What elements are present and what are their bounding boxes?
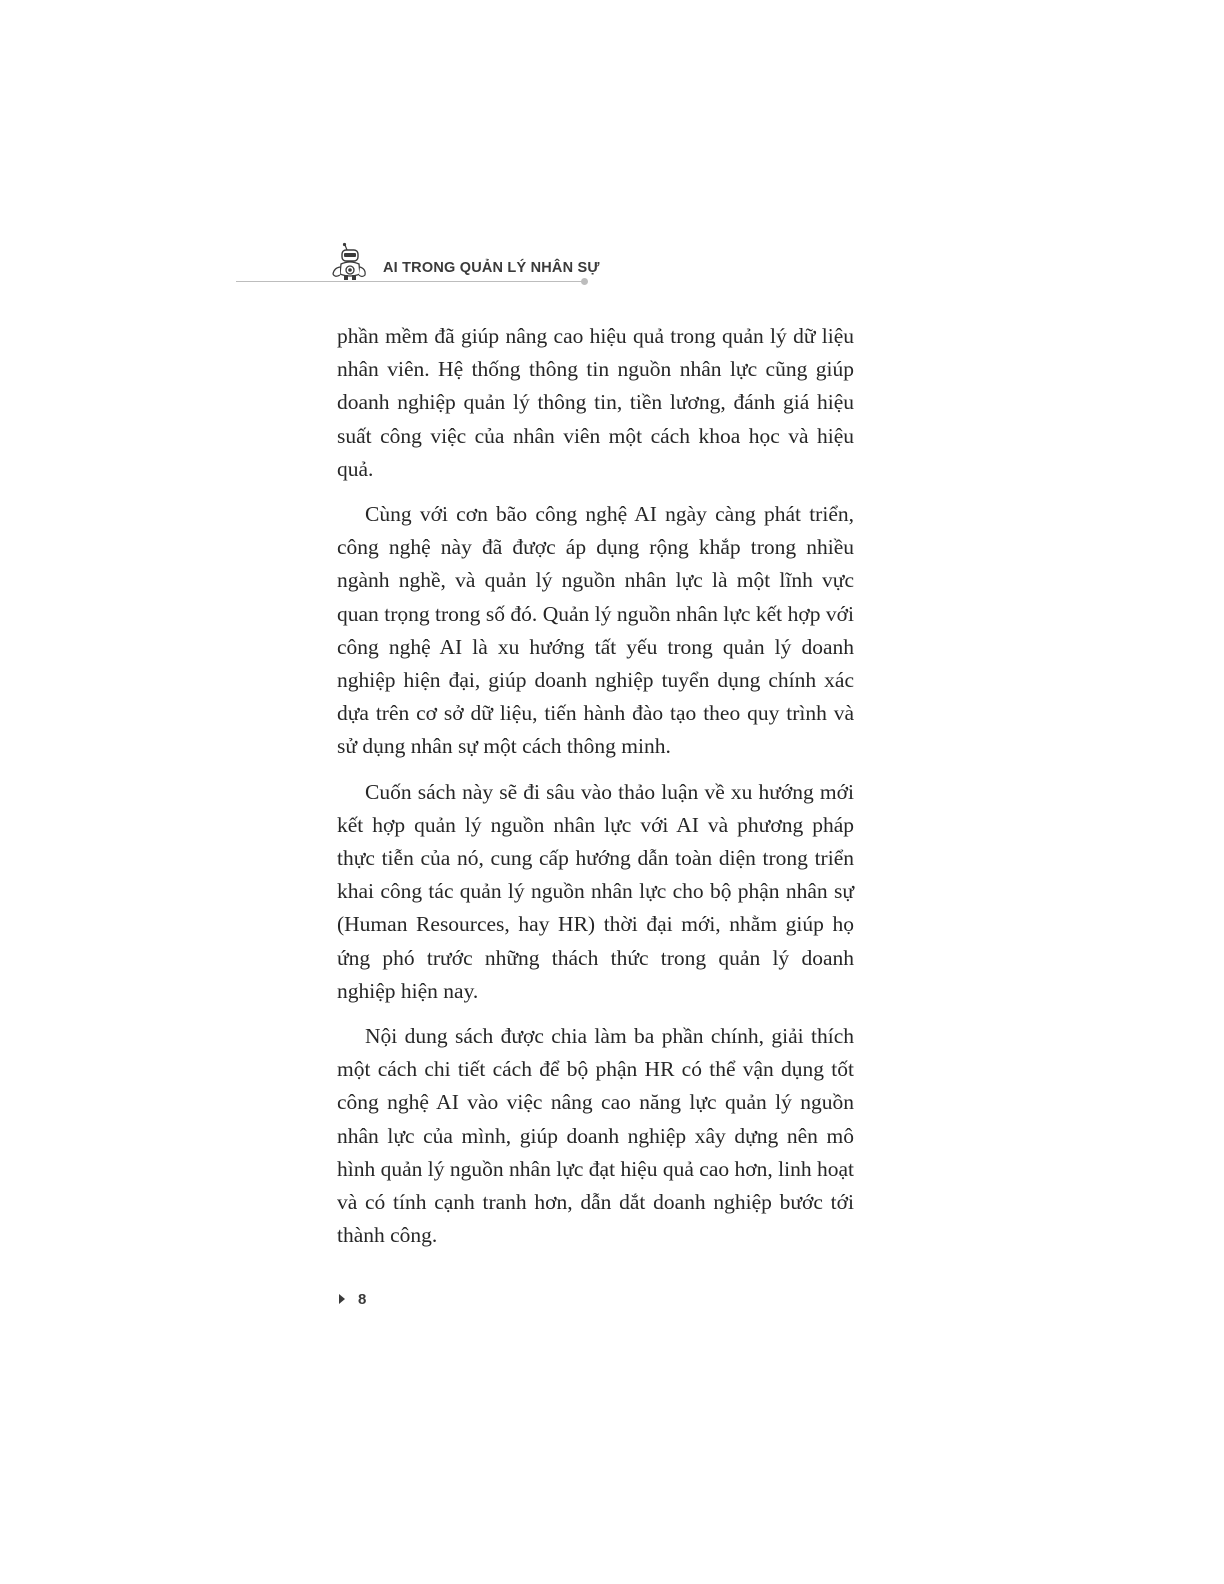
paragraph: phần mềm đã giúp nâng cao hiệu quả trong quản lý dữ liệu nhân viên. Hệ thống thông tin nguồn nhân lực cũng giúp doanh nghiệp quản lý thông tin, tiền lương, đánh giá hiệu suất công việc của nhân viên một cách khoa học và hiệu quả. xyxy=(337,324,854,481)
running-header xyxy=(236,242,600,286)
paragraph: Nội dung sách được chia làm ba phần chính, giải thích một cách chi tiết cách để bộ phận HR có thể vận dụng tốt công nghệ AI vào việc nâng cao năng lực quản lý nguồn nhân lực của mình, giúp doanh nghiệp xây dựng nên mô hình quản lý nguồn nhân lực đạt hiệu quả cao hơn, linh hoạt và có tính cạnh tranh hơn, dẫn dắt doanh nghiệp bước tới thành công. xyxy=(337,1024,854,1248)
triangle-right-icon xyxy=(339,1294,345,1304)
running-header-title: AI TRONG QUẢN LÝ NHÂN SỰ xyxy=(383,260,600,276)
paragraph: Cùng với cơn bão công nghệ AI ngày càng phát triển, công nghệ này đã được áp dụng rộng khắp trong nhiều ngành nghề, và quản lý nguồn nhân lực là một lĩnh vực quan trọng trong số đó. Quản lý nguồn nhân lực kết hợp với công nghệ AI là xu hướng tất yếu trong quản lý doanh nghiệp hiện đại, giúp doanh nghiệp tuyển dụng chính xác dựa trên cơ sở dữ liệu, tiến hành đào tạo theo quy trình và sử dụng nhân sự một cách thông minh. xyxy=(337,502,854,759)
robot-mascot-icon xyxy=(332,242,368,282)
page-folio xyxy=(339,1289,366,1309)
body-text xyxy=(337,320,854,1264)
header-rule xyxy=(236,281,582,282)
paragraph: Cuốn sách này sẽ đi sâu vào thảo luận về xu hướng mới kết hợp quản lý nguồn nhân lực với AI và phương pháp thực tiễn của nó, cung cấp hướng dẫn toàn diện trong triển khai công tác quản lý nguồn nhân lực cho bộ phận nhân sự (Human Resources, hay HR) thời đại mới, nhằm giúp họ ứng phó trước những thách thức trong quản lý doanh nghiệp hiện nay. xyxy=(337,779,854,1003)
page-number: 8 xyxy=(358,1290,367,1308)
header-rule-dot xyxy=(581,278,588,285)
